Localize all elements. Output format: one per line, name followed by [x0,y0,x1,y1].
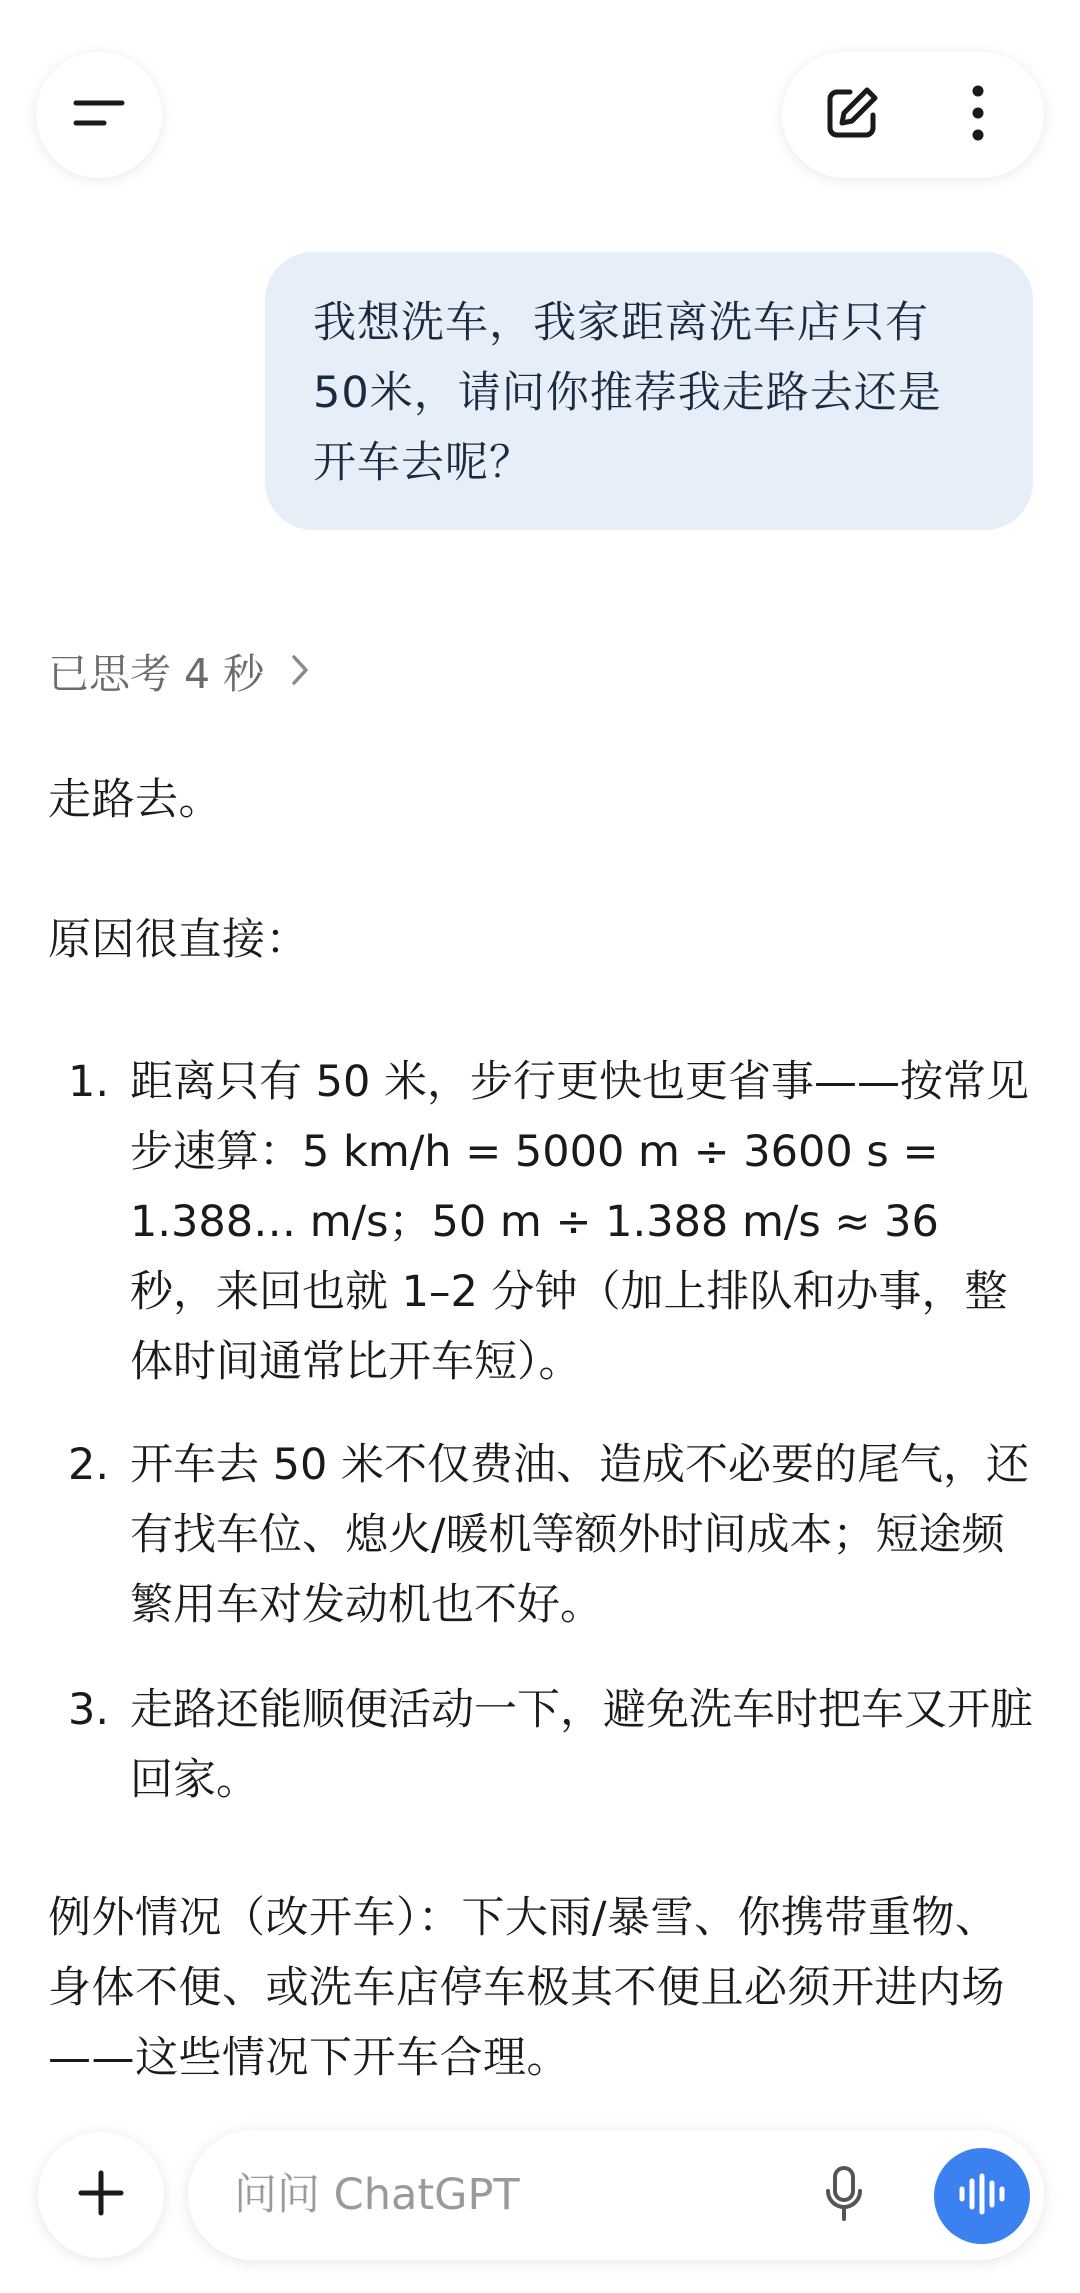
list-item [48,1047,1038,1397]
reply-exception: 例外情况（改开车）：下大雨/暴雪、你携带重物、身体不便、或洗车店停车极其不便且必须开进内场——这些情况下开车合理。 [48,1893,1005,2083]
list-item [48,1430,1038,1640]
voice-mode-button[interactable] [934,2148,1030,2244]
menu-button[interactable] [36,52,162,178]
plus-icon [76,2168,126,2222]
composer [188,2130,1044,2260]
list-item-text: 开车去 50 米不仅费油、造成不必要的尾气，还有找车位、熄火/暖机等额外时间成本；短途频繁用车对发动机也不好。 [130,1440,1030,1630]
new-chat-button[interactable] [812,75,892,155]
new-chat-edit-icon [823,84,881,146]
user-message-bubble [265,252,1033,530]
menu-icon [72,95,126,135]
message-input[interactable] [234,2160,754,2230]
chevron-right-icon [290,653,310,687]
dictation-button[interactable] [808,2160,880,2232]
reply-reason-heading: 原因很直接： [48,915,309,965]
list-item-number: 2. [68,1440,110,1490]
list-item-number: 1. [68,1057,110,1107]
reply-intro: 走路去。 [48,775,222,825]
thought-label: 已思考 4 秒 [48,649,265,698]
microphone-icon [824,2165,864,2227]
more-vertical-icon [970,85,986,145]
voice-mode-icon [957,2172,1007,2220]
list-item-number: 3. [68,1685,110,1735]
list-item-text: 距离只有 50 米，步行更快也更省事——按常见步速算：5 km/h = 5000 m ÷ 3600 s = 1.388… m/s；50 m ÷ 1.388 m/s ≈ 36 秒，来回也就 1–2 分钟（加上排队和办事，整体时间通常比开车短）。 [130,1057,1030,1387]
thought-duration-toggle[interactable] [48,640,310,700]
user-message-text: 我想洗车，我家距离洗车店只有50米，请问你推荐我走路去还是开车去呢？ [313,298,942,488]
more-options-button[interactable] [938,75,1018,155]
attach-button[interactable] [38,2132,164,2258]
list-item [48,1675,1038,1815]
top-actions [782,52,1044,178]
list-item-text: 走路还能顺便活动一下，避免洗车时把车又开脏回家。 [130,1685,1033,1805]
